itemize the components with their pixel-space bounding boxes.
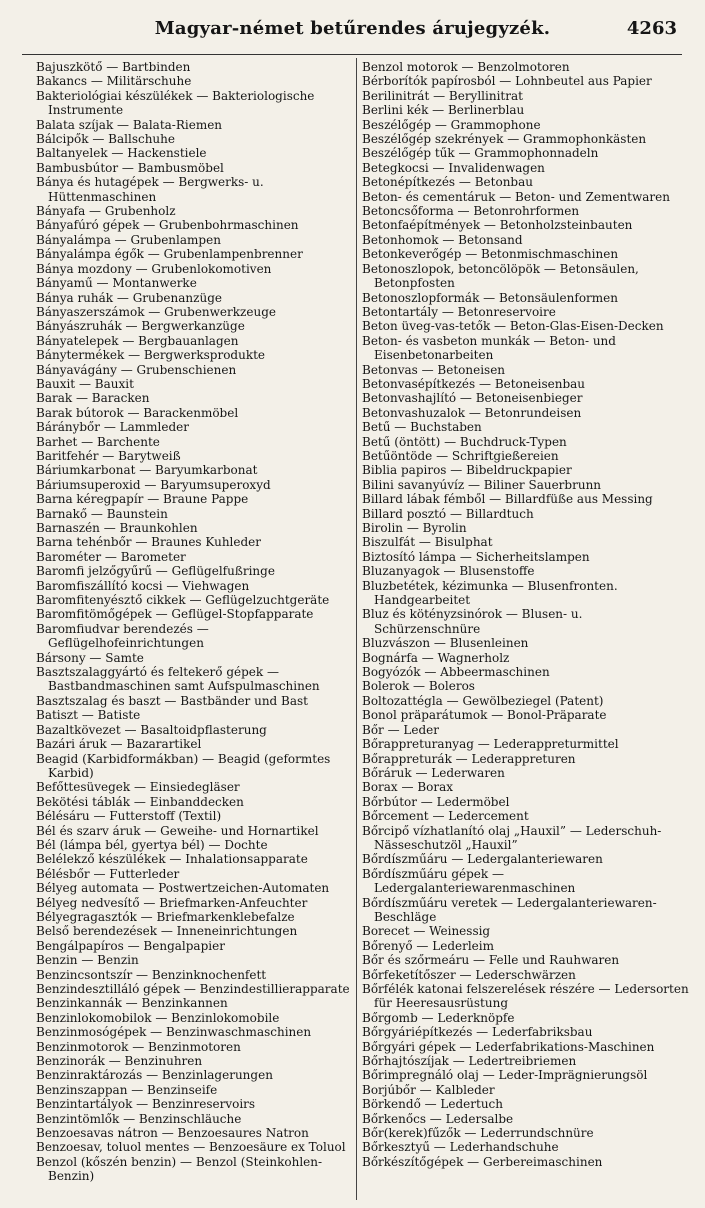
index-entry: Bőrkenőcs — Ledersalbe [362,1111,514,1126]
index-entry: Betonhomok — Betonsand [362,232,523,247]
index-entry: Bakteriológiai készülékek — Bakteriologische Instrumente [36,88,315,118]
index-entry: Baritfehér — Barytweiß [36,448,181,463]
index-entry: Baromfitömőgépek — Geflügel-Stopfapparate [36,607,314,622]
index-entry: Baltanyelek — Hackenstiele [36,146,207,161]
index-entry: Bársony — Samte [36,650,144,665]
index-entry: Bőrgomb — Lederknöpfe [362,1010,515,1025]
index-entry: Benzindesztilláló gépek — Benzindestillierapparate [36,982,350,996]
left-column [36,60,358,1184]
index-entry: Baromfi jelzőgyűrű — Geflügelfußringe [36,564,275,579]
index-entry: Bilini savanyúvíz — Biliner Sauerbrunn [362,477,602,492]
index-entry: Betonvashuzalok — Betonrundeisen [362,405,582,420]
index-entry: Balata szíjak — Balata-Riemen [36,117,223,132]
index-entry: Borecet — Weinessig [362,924,491,939]
page-number: 4263 [626,18,677,39]
index-entry: Bányamű — Montanwerke [36,276,197,291]
index-entry: Bőr(kerek)fűzők — Lederrundschnüre [362,1126,594,1141]
index-entry: Bakancs — Militärschuhe [36,74,192,89]
index-entry: Benzinraktározás — Benzinlagerungen [36,1068,273,1083]
index-entry: Basztszalaggyártó és feltekerő gépek — Bastbandmaschinen samt Aufspulmaschinen [36,665,320,694]
index-entry: Bőrgyári gépek — Lederfabrikations-Maschinen [362,1039,655,1054]
index-entry: Bőrkészítőgépek — Gerbereimaschinen [362,1154,603,1169]
index-entry: Bajuszkötő — Bartbinden [36,60,191,74]
index-entry: Bőrcipő vízhatlanító olaj „Hauxil” — Lederschuh-Nässeschutzöl „Hauxil” [362,823,662,852]
index-entry: Berlini kék — Berlinerblau [362,103,525,118]
index-entry: Belélekző készülékek — Inhalationsapparate [36,852,308,867]
index-entry: Bőrfélék katonai felszerelések részére — Ledersorten für Heeresausrüstung [362,982,689,1011]
index-entry: Beszélőgép — Grammophone [362,117,541,132]
index-entry: Betonoszlopok, betoncölöpök — Betonsäulen, Betonpfosten [362,261,639,291]
index-entry: Boltozattégla — Gewölbeziegel (Patent) [362,693,604,708]
index-entry: Bognárfa — Wagnerholz [362,650,510,665]
index-entry: Berilinitrát — Beryllinitrat [362,88,523,103]
index-entry: Borjúbőr — Kalbleder [362,1082,495,1097]
index-entry: Betonvas — Betoneisen [362,362,506,377]
index-entry: Beton- és vasbeton munkák — Beton- und Eisenbetonarbeiten [362,333,616,363]
index-entry: Bőr és szőrmeáru — Felle und Rauhwaren [362,953,620,968]
index-entry: Benzoesavas nátron — Benzoesaures Natron [36,1126,309,1141]
index-entry: Benzinmosógépek — Benzinwaschmaschinen [36,1025,312,1040]
index-entry: Bálcipők — Ballschuhe [36,132,175,147]
index-entry: Bluzvászon — Blusenleinen [362,636,529,651]
index-entry: Betonvashajlító — Betoneisenbieger [362,391,583,406]
index-entry: Benzol motorok — Benzolmotoren [362,60,570,74]
index-entry: Benzinmotorok — Benzinmotoren [36,1039,241,1054]
index-entry: Bőráruk — Lederwaren [362,765,505,780]
index-entry: Barhet — Barchente [36,434,160,449]
index-entry: Bőrappreturanyag — Lederappreturmittel [362,737,619,752]
index-entry: Bánya és hutagépek — Bergwerks- u. Hüttenmaschinen [36,175,264,204]
index-entry: Bluzanyagok — Blusenstoffe [362,564,535,579]
index-entry: Bányafa — Grubenholz [36,204,176,219]
index-entry: Betonfaépítmények — Betonholzsteinbauten [362,218,633,233]
index-entry: Betonvasépítkezés — Betoneisenbau [362,376,586,391]
index-entry: Bőrgyáriépítkezés — Lederfabriksbau [362,1025,593,1040]
index-entry: Baromfiudvar berendezés — Geflügelhofeinrichtungen [36,621,209,651]
index-entry: Bányatelepek — Bergbauanlagen [36,333,239,348]
index-entry: Bőrhajtószíjak — Ledertreibriemen [362,1054,577,1069]
index-entry: Bambusbútor — Bambusmöbel [36,160,224,175]
index-entry: Biztosító lámpa — Sicherheitslampen [362,549,590,564]
index-entry: Benzinkannák — Benzinkannen [36,996,228,1011]
index-entry: Bélyegragasztók — Briefmarkenklebefalze [36,909,295,924]
index-entry: Bluz és kötényzsinórok — Blusen- u. Schürzenschnüre [362,607,583,636]
index-entry: Betoncsőforma — Betonrohrformen [362,204,580,219]
index-entry: Barnakő — Baunstein [36,506,168,521]
index-entry: Benzintömlők — Benzinschläuche [36,1111,242,1126]
index-entry: Bél (lámpa bél, gyertya bél) — Dochte [36,837,268,852]
index-entry: Barna tehénbőr — Braunes Kuhleder [36,535,262,550]
index-entry: Benzoesav, toluol mentes — Benzoesäure ex Toluol [36,1140,346,1155]
index-entry: Bélyeg automata — Postwertzeichen-Automaten [36,881,330,896]
index-entry: Benzintartályok — Benzinreservoirs [36,1097,256,1112]
index-entry: Bányalámpa — Grubenlampen [36,232,221,247]
header-rule [22,54,682,55]
index-entry: Bányalámpa égők — Grubenlampenbrenner [36,247,303,262]
index-entry: Báriumkarbonat — Baryumkarbonat [36,463,258,478]
index-entry: Barnaszén — Braunkohlen [36,521,198,535]
column-divider [356,58,357,1200]
index-entry: Benzinorák — Benzinuhren [36,1054,203,1069]
index-entry: Bánytermékek — Bergwerksprodukte [36,348,266,363]
index-entry: Bánya ruhák — Grubenanzüge [36,290,222,305]
index-entry: Beszélőgép tűk — Grammophonnadeln [362,146,599,161]
index-entry: Benzin — Benzin [36,953,139,968]
index-entry: Betegkocsi — Invalidenwagen [362,160,545,175]
index-entry: Bőrcement — Ledercement [362,809,529,824]
index-entry: Belső berendezések — Inneneinrichtungen [36,924,298,939]
index-entry: Bőrdíszműáru — Ledergalanteriewaren [362,852,603,867]
index-entry: Bőrfeketítőszer — Lederschwärzen [362,967,576,982]
index-entry: Bonol präparátumok — Bonol-Präparate [362,708,607,723]
index-entry: Bogyózók — Abbeermaschinen [362,665,550,680]
index-entry: Betűöntöde — Schriftgießereien [362,448,559,463]
index-entry: Benzinszappan — Benzinseife [36,1082,218,1097]
index-entry: Benzinlokomobilok — Benzinlokomobile [36,1010,280,1025]
index-entry: Basztszalag és baszt — Bastbänder und Bast [36,693,308,708]
index-entry: Bazaltkövezet — Basaltoidpflasterung [36,722,267,737]
index-entry: Beton- és cementáruk — Beton- und Zementwaren [362,189,670,204]
index-entry: Börkendő — Ledertuch [362,1097,504,1112]
index-entry: Barak — Baracken [36,391,150,406]
index-entry: Baromfitenyésztő cikkek — Geflügelzuchtgeräte [36,593,330,608]
index-entry: Bányafúró gépek — Grubenbohrmaschinen [36,218,299,233]
index-entry: Bauxit — Bauxit [36,376,134,391]
index-entry: Bőrkesztyű — Lederhandschuhe [362,1140,559,1155]
index-entry: Bérborítók papírosból — Lohnbeutel aus Papier [362,74,652,89]
index-entry: Bőrbútor — Ledermöbel [362,794,510,809]
index-entry: Bőrenyő — Lederleim [362,938,494,953]
index-entry: Bányavágány — Grubenschienen [36,362,237,377]
index-entry: Báriumsuperoxid — Baryumsuperoxyd [36,477,271,492]
index-entry: Barna kéregpapír — Braune Pappe [36,492,249,507]
index-entry: Beton üveg-vas-tetők — Beton-Glas-Eisen-Decken [362,319,664,334]
index-entry: Bőrdíszműáru veretek — Ledergalanteriewaren-Beschläge [362,895,657,924]
index-entry: Bélésbőr — Futterleder [36,866,180,881]
right-column [362,60,692,1169]
index-entry: Barométer — Barometer [36,549,186,564]
index-entry: Betontartály — Betonreservoire [362,304,556,319]
page-title: Magyar-német betűrendes árujegyzék. [154,18,551,39]
index-entry: Bekötési táblák — Einbanddecken [36,794,244,809]
index-entry: Bőrdíszműáru gépek — Ledergalanteriewarenmaschinen [362,866,576,896]
index-entry: Betű — Buchstaben [362,420,482,435]
index-entry: Betű (öntött) — Buchdruck-Typen [362,434,567,449]
index-entry: Betonoszlopformák — Betonsäulenformen [362,290,618,305]
index-entry: Benzol (kőszén benzin) — Benzol (Steinkohlen-Benzin) [36,1154,323,1184]
index-entry: Biszulfát — Bisulphat [362,535,493,550]
index-entry: Borax — Borax [362,780,454,795]
index-entry: Bányászruhák — Bergwerkanzüge [36,319,245,334]
page-header [20,14,685,44]
index-entry: Befőttesüvegek — Einsiedegläser [36,780,240,795]
index-entry: Baromfiszállító kocsi — Viehwagen [36,578,250,593]
index-entry: Bolerok — Boleros [362,679,475,694]
index-entry: Bőr — Leder [362,722,439,737]
index-entry: Bluzbetétek, kézimunka — Blusenfronten. Handgearbeitet [362,578,618,608]
index-entry: Billard lábak fémből — Billardfüße aus Messing [362,492,653,507]
index-entry: Bányaszerszámok — Grubenwerkzeuge [36,304,276,319]
index-entry: Bazári áruk — Bazarartikel [36,737,202,752]
index-entry: Bélésáru — Futterstoff (Textil) [36,809,222,824]
index-entry: Beagid (Karbidformákban) — Beagid (geformtes Karbid) [36,751,331,780]
index-entry: Bánya mozdony — Grubenlokomotiven [36,261,272,276]
index-entry: Bőrappreturák — Lederappreturen [362,751,576,766]
index-entry: Betonépítkezés — Betonbau [362,175,533,190]
index-entry: Bengálpapíros — Bengalpapier [36,938,225,953]
index-entry: Barak bútorok — Barackenmöbel [36,405,239,420]
index-entry: Batiszt — Batiste [36,708,141,723]
index-entry: Bél és szarv áruk — Geweihe- und Hornartikel [36,823,319,838]
index-entry: Benzincsontszír — Benzinknochenfett [36,967,267,982]
index-entry: Beszélőgép szekrények — Grammophonkästen [362,132,647,147]
index-entry: Billard posztó — Billardtuch [362,506,534,521]
index-entry: Betonkeverőgép — Betonmischmaschinen [362,247,619,262]
index-entry: Bélyeg nedvesítő — Briefmarken-Anfeuchter [36,895,308,910]
index-entry: Birolin — Byrolin [362,521,467,535]
index-entry: Biblia papiros — Bibeldruckpapier [362,463,572,478]
index-entry: Bőrimpregnáló olaj — Leder-Imprägnierungsöl [362,1068,648,1083]
index-entry: Báránybőr — Lammleder [36,420,189,435]
